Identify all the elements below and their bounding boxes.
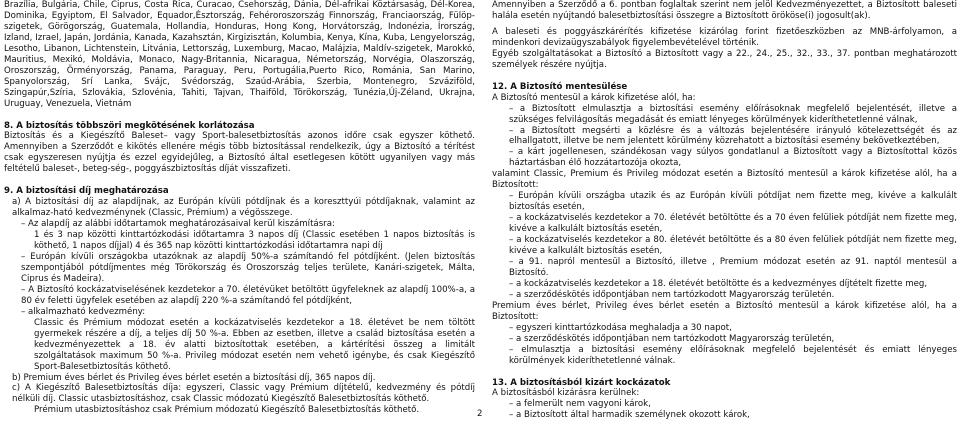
section-12-item: – a Biztosított megsérti a közlésre és a változás bejelentésére irányuló kötelezettségét és az elhallgatott, illetve be nem jelentett körülmény közrehatott a biztosítási esemény bekövetkeztében,	[509, 125, 957, 147]
section-12-item: – a kockázatviselés kezdetekor a 80. életévét betöltötte és a 80 éven felüliek pótdíját nem fizette meg, kivéve a kalkulált biztosítás esetén,	[509, 235, 957, 257]
section-9c-item-2: Prémium utasbiztosításhoz csak Prémium módozatú Kiegészítő Balesetbiztosítás köthető.	[34, 405, 420, 416]
section-8-heading: 8. A biztosítás többszöri megkötésének korlátozása	[4, 120, 255, 131]
section-12-item: – a kárt jogellenesen, szándékosan vagy súlyos gondatlanul a Biztosított vagy a Biztosítottal közös háztartásban élő hozzátartozója okozta,	[509, 147, 957, 169]
left-column	[4, 0, 475, 416]
section-12-item: – a kockázatviselés kezdetekor a 70. életévét betöltötte és a 70 éven felüliek pótdíját nem fizette meg, kivéve a kalkulált biztosítás esetén,	[509, 213, 957, 235]
section-12-item: – egyszeri kinttartózkodása meghaladja a 30 napot,	[509, 322, 732, 333]
section-9a-item-3: – Európán kívüli országokba utazóknak az alapdíj 50%-a számítandó fel pótdíjként. (Jelen biztosítás szempontjából pótdíjmentes még Törökország és Oroszország teljes területe, Kanári-szigetek, Málta, Ciprus és Madeira).	[21, 252, 475, 284]
section-9a-item-6: Classic és Prémium módozat esetén a kockázatviselés kezdetekor a 18. életévet be nem töltött gyermekek részére a díj, a teljes díj 50 %-a. Ebben az esetben, illetve a család biztosítása esetén a kedvezményezettek a 18. év alatti biztosítottak esetében, a kártérítési összeg a limitált szolgáltatások maximum 50 %-a. Privileg módozat esetén nem vehető igénybe, és csak Kiegészítő Sport-Balesetbiztosítás köthető.	[34, 317, 475, 372]
section-12-item: – a szerződéskötés időpontjában nem tartózkodott Magyarország területén.	[509, 289, 835, 300]
section-8-text: Biztosítás és a Kiegészítő Baleset– vagy Sport-balesetbiztosítás azonos időre csak egyszer köthető. Amennyiben a Szerződőt e kikötés ellenére mégis több biztosítással rendelkezik, úgy a Biztosító a térítést csak egyszeresen nyújtja és ezzel egyidejűleg, a Biztosító által esetlegesen kötött ugyanilyen vagy más feltételű baleset-, beteg-ség-, poggyászbiztosítás díját visszafizeti.	[4, 131, 475, 175]
section-13-heading: 13. A biztosításból kizárt kockázatok	[492, 377, 671, 388]
section-12-item: – a Biztosított elmulasztja a biztosítási esemény előírásoknak megfelelő bejelentését, illetve a szükséges felvilágosítás megadását és emiatt lényeges körülmények kideríthetetlenné válnak,	[509, 103, 957, 125]
section-12-item: – Európán kívüli országba utazik és az Európán kívüli pótdíjat nem fizette meg, kivéve a kalkulált biztosítás esetén,	[509, 191, 957, 213]
section-12-item: – a kockázatviselés kezdetekor a 18. életévét betöltötte és a kedvezményes díjtételt fizette meg,	[509, 278, 928, 289]
section-12-item: – a 91. napról mentesül a Biztosító, illetve , Premium módozat esetén az 91. naptól mentesül a Biztosító.	[509, 256, 957, 278]
section-9c: c) A Kiegészítő Balesetbiztosítás díja: egyszeri, Classic vagy Prémium díjtételű, kedvezmény és pótdíj nélküli díj. Classic utasbiztosításhoz, csak Classic módozatú Kiegészítő Balesetbiztosítás köthető.	[12, 383, 475, 405]
beneficiary-paragraph: Amennyiben a Szerződő a 6. pontban foglaltak szerint nem jelöl Kedvezményezettet, a Biztosított baleseti halála esetén nyújtandó balesetbiztosítási összegre a Biztosított örököse(i) jogosult(ak).	[492, 0, 957, 21]
payment-paragraph: A baleseti és poggyászkárérítés kifizetése kizárólag forint fizetőeszközben az MNB-árfolyamon, a mindenkori devizaügyszabályok figyelembevételével történik.	[492, 26, 957, 48]
section-12-heading: 12. A Biztosító mentesülése	[492, 81, 628, 92]
section-9-heading: 9. A biztosítási díj meghatározása	[4, 186, 169, 197]
section-13-intro: A biztosításból kizárásra kerülnek:	[492, 388, 640, 399]
right-column	[492, 0, 957, 421]
country-list: Brazília, Bulgária, Chile, Ciprus, Costa Rica, Curacao, Csehország, Dánia, Dél-afrikai Köztársaság, Dél-Korea, Dominika, Egyiptom, El Salvador, Equador,Észtország, Fehéroroszország Finnország, Franciaország, Fülöp-szigetek, Görögország, Guatemala, Hollandia, Honduras, Hong Kong, Horvátország, Indonézia, Írország, Izland, Izrael, Japán, Jordánia, Kanada, Kazahsztán, Kirgizisztán, Kolumbia, Kenya, Kína, Kuba, Lengyelország, Lesotho, Libanon, Lichtenstein, Litvánia, Lettország, Luxemburg, Macao, Malájzia, Maldív-szigetek, Marokkó, Mauritius, Mexikó, Moldávia, Monaco, Nagy-Britannia, Nicaragua, Németország, Norvégia, Olaszország, Oroszország, Örményország, Panama, Paraguay, Peru, Portugália,Puerto Rico, Románia, San Marino, Spanyolország, Srí Lanka, Svájc, Svédország, Szaúd-Arábia, Szerbia, Montenegro, Szváziföld, Szingapúr,Szíria, Szlovákia, Szlovénia, Tahiti, Tajvan, Thaiföld, Törökország, Tunézia,Új-Zéland, Ukrajna, Uruguay, Venezuela, Vietnám	[4, 0, 475, 109]
section-12-item: – a szerződéskötés időpontjában nem tartózkodott Magyarország területén,	[509, 333, 835, 344]
section-12-item: – elmulasztja a biztosítási esemény előírásoknak megfelelő bejelentését és emiatt lényeges körülmények kideríthetetlenné válnak.	[509, 344, 957, 366]
section-9a-item-4: – A Biztosító kockázatviselésének kezdetekor a 70. életévüket betöltött ügyfeleknek az alapdíj 100%-a, a 80 év feletti ügyfelek esetében az alapdíj 220 %-a számítandó fel pótdíjként,	[21, 284, 475, 306]
section-9a-item-5: – alkalmazható kedvezmény:	[21, 306, 146, 317]
section-13-item: – a Biztosított által harmadik személynek okozott károk,	[509, 410, 750, 421]
page-number: 2	[477, 409, 483, 419]
section-9b: b) Premium éves bérlet és Privileg éves bérlet esetén a biztosítási díj, 365 napos díj.	[12, 372, 376, 383]
section-9a-item-2: 1 és 3 nap közötti kinttartózkodási időtartamra 3 napos díj (Classic esetében 1 napos biztosítás is köthető, 1 napos díjjal) 4 és 365 nap közötti kinttartózkodási időtartamra napi díj	[34, 230, 475, 252]
section-12-annual-intro: Premium éves bérlet, Privileg éves bérlet esetén a Biztosító mentesül a károk kifizetése alól, ha a Biztosított:	[492, 300, 957, 322]
section-9a: a) A biztosítási díj az alapdíjnak, az Európán kívüli pótdíjnak és a koreszttyúi pótdíjaknak, valamint az alkalmaz-ható kedvezménynek (Classic, Prémium) a végösszege.	[12, 197, 475, 219]
section-9a-item-1: – Az alapdíj az alábbi időtartamok meghatározásaival kerül kiszámításra:	[21, 219, 335, 230]
section-12-intro: A Biztosító mentesül a károk kifizetése alól, ha:	[492, 92, 696, 103]
section-12-classic-intro: valamint Classic, Premium és Privileg módozat esetén a Biztosító mentesül a károk kifizetése alól, ha a Biztosított:	[492, 169, 957, 191]
other-services-paragraph: Egyéb szolgáltatásokat a Biztosító a Biztosított vagy a 22., 24., 25., 32., 33., 37. pontban meghatározott személyek részére nyújtja.	[492, 48, 957, 70]
section-13-item: – a felmerült nem vagyoni károk,	[509, 399, 651, 410]
